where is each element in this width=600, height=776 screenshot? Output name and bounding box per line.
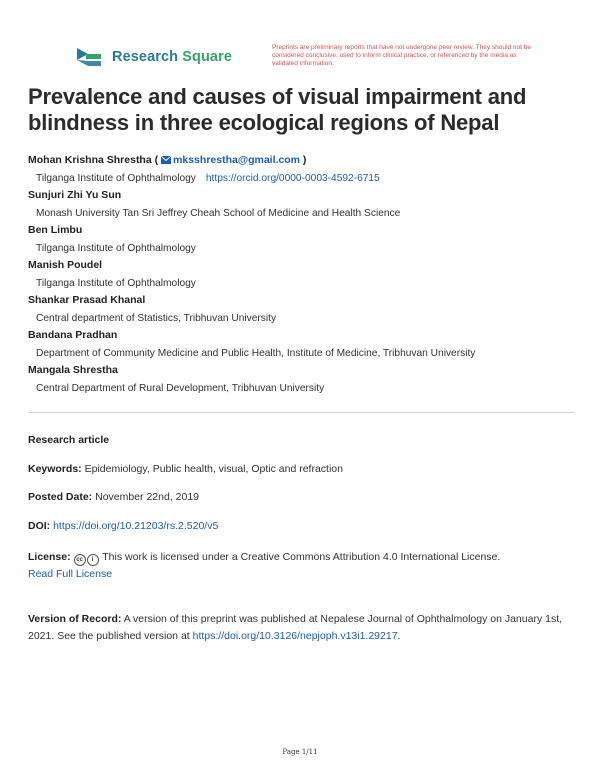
author-name: Ben Limbu <box>28 224 83 236</box>
doi-line <box>28 518 578 535</box>
section-divider <box>28 412 574 413</box>
paper-title: Prevalence and causes of visual impairment and blindness in three ecological regions of Nepal <box>28 84 527 135</box>
published-version-link[interactable]: https://doi.org/10.3126/nepjoph.v13i1.29217 <box>192 630 398 642</box>
attribution-icon: i <box>87 554 99 566</box>
logo-wordmark <box>112 49 232 65</box>
author-name-line <box>28 152 576 170</box>
author-affiliation: Tilganga Institute of Ophthalmology <box>36 242 196 254</box>
mail-icon <box>161 156 171 164</box>
author-affiliation: Department of Community Medicine and Public Health, Institute of Medicine, Tribhuvan University <box>36 347 476 359</box>
author-affiliation: Central department of Statistics, Tribhuvan University <box>36 312 277 324</box>
orcid-link[interactable]: https://orcid.org/0000-0003-4592-6715 <box>205 172 380 184</box>
author-affiliation: Tilganga Institute of Ophthalmology <box>36 172 196 184</box>
author-item <box>28 257 576 292</box>
author-item <box>28 362 576 397</box>
logo-word-research: Research <box>112 49 179 65</box>
author-affiliation: Monash University Tan Sri Jeffrey Cheah School of Medicine and Health Science <box>36 207 401 219</box>
email-wrapper: ( mksshrestha@gmail.com ) <box>154 154 307 166</box>
posted-date-label: Posted Date: <box>28 491 93 503</box>
article-type <box>28 432 578 449</box>
posted-date-line <box>28 489 578 506</box>
preprint-disclaimer: Preprints are preliminary reports that have not undergone peer review. They should not be considered conclusive, used to inform clinical practice, or referenced by the media as validated information. <box>272 44 531 67</box>
posted-date-value: November 22nd, 2019 <box>95 491 200 503</box>
license-block <box>28 549 578 583</box>
author-name: Shankar Prasad Khanal <box>28 294 146 306</box>
page-number: Page 1/11 <box>282 748 318 756</box>
author-email-link[interactable]: mksshrestha@gmail.com <box>173 154 301 166</box>
author-affiliation: Tilganga Institute of Ophthalmology <box>36 277 196 289</box>
author-item <box>28 152 576 187</box>
research-square-logo[interactable] <box>74 46 232 68</box>
author-list <box>28 152 576 397</box>
author-item <box>28 327 576 362</box>
research-square-logo-icon <box>74 46 104 68</box>
author-name: Mohan Krishna Shrestha <box>28 154 152 166</box>
license-label: License: <box>28 551 71 563</box>
doi-label: DOI: <box>28 520 51 532</box>
version-of-record-end: . <box>397 630 401 642</box>
author-name: Mangala Shrestha <box>28 364 118 376</box>
author-name: Manish Poudel <box>28 259 103 271</box>
keywords-line <box>28 461 578 478</box>
version-of-record-block <box>28 611 578 645</box>
keywords-label: Keywords: <box>28 463 82 475</box>
author-affiliation: Central Department of Rural Development, Tribhuvan University <box>36 382 325 394</box>
creative-commons-icon: cc <box>74 554 86 566</box>
keywords-value: Epidemiology, Public health, visual, Optic and refraction <box>84 463 343 475</box>
article-type-label: Research article <box>28 434 110 446</box>
read-full-license-link[interactable]: Read Full License <box>28 568 113 580</box>
license-text: This work is licensed under a Creative Commons Attribution 4.0 International License. <box>102 551 501 563</box>
author-item <box>28 187 576 222</box>
doi-link[interactable]: https://doi.org/10.21203/rs.2.520/v5 <box>53 520 219 532</box>
version-of-record-text: A version of this preprint was published at Nepalese Journal of Ophthalmology on January 1st, 2021. See the published version at <box>28 613 563 642</box>
author-name: Bandana Pradhan <box>28 329 118 341</box>
author-item <box>28 222 576 257</box>
version-of-record-label: Version of Record: <box>28 613 122 625</box>
author-affiliation-line <box>28 170 576 188</box>
author-item <box>28 292 576 327</box>
author-name: Sunjuri Zhi Yu Sun <box>28 189 122 201</box>
logo-word-square: Square <box>182 49 232 65</box>
